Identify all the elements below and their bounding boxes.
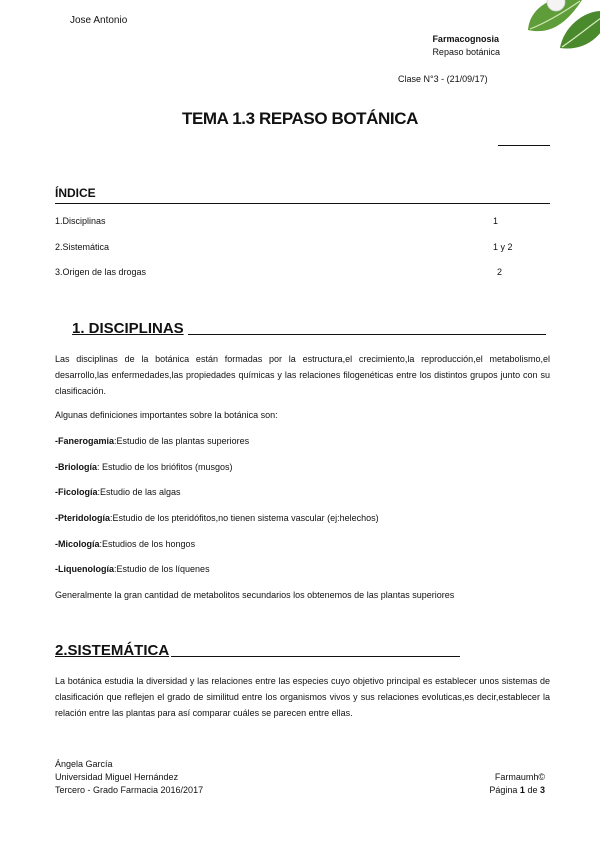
leaf-logo-icon xyxy=(520,0,600,56)
title-rule xyxy=(498,145,550,146)
index-row[interactable] xyxy=(55,216,535,228)
footer-brand: Farmaumh© xyxy=(494,772,545,782)
disciplinas-intro: Las disciplinas de la botánica están formadas por la estructura,el crecimiento,la reproducción,el metabolismo,el desarrollo,las enfermedades,las propiedades químicas y las relaciones filogenéticas entre los distintos grupos junto con su clasificación. xyxy=(55,354,550,396)
author-name: Jose Antonio xyxy=(70,15,128,26)
index-row[interactable] xyxy=(55,242,535,254)
page-total: 3 xyxy=(539,785,545,795)
definition-term: -Ficología xyxy=(55,487,98,497)
index-row-page: 1 xyxy=(493,216,499,226)
section-heading-text: 1. DISCIPLINAS xyxy=(72,320,184,337)
definition-text: :Estudio de las plantas superiores xyxy=(114,436,250,446)
page-current: 1 xyxy=(519,785,525,795)
page-of: de xyxy=(527,785,538,795)
index-row-page: 2 xyxy=(497,267,503,277)
section-heading-disciplinas xyxy=(72,320,546,337)
sistematica-text: La botánica estudia la diversidad y las relaciones entre las especies cuyo objetivo principal es establecer unos sistemas de clasificación que reflejen el grado de similitud entre los organismos vivos y sus relaciones evoluticas,es decir,establecer la relación entre las plantas para así comparar cuáles se parecen entre ellas. xyxy=(55,676,550,718)
definition-term: -Liquenología xyxy=(55,564,114,574)
index-row-label: 1.Disciplinas xyxy=(55,216,106,226)
index-row-label: 2.Sistemática xyxy=(55,242,110,252)
section-heading-sistematica xyxy=(55,642,460,659)
page-number xyxy=(489,784,545,797)
definition-term: -Micología xyxy=(55,539,100,549)
definition-text: :Estudios de los hongos xyxy=(99,539,196,549)
footer-author: Ángela García xyxy=(55,759,113,769)
definition-term: -Pteridología xyxy=(55,513,111,523)
footer-right xyxy=(489,771,545,797)
index-row[interactable] xyxy=(55,267,535,279)
definition-term: -Briología xyxy=(55,462,97,472)
footer-left xyxy=(55,758,203,797)
section-heading-text: 2.SISTEMÁTICA xyxy=(55,642,170,659)
definition-text: :Estudio de las algas xyxy=(97,487,181,497)
header-subject-block xyxy=(432,33,500,59)
heading-rule xyxy=(171,656,460,657)
index-rule xyxy=(55,203,550,204)
definition-item xyxy=(55,462,233,472)
index-row-page: 1 y 2 xyxy=(493,242,513,252)
definition-item xyxy=(55,487,181,497)
definition-item xyxy=(55,436,249,446)
definition-item xyxy=(55,539,195,549)
subject-title: Farmacognosia xyxy=(432,34,499,44)
heading-rule xyxy=(188,334,546,335)
document-title: TEMA 1.3 REPASO BOTÁNICA xyxy=(182,109,418,128)
definition-item xyxy=(55,513,379,523)
definition-text: :Estudio de los pteridófitos,no tienen sistema vascular (ej:helechos) xyxy=(110,513,379,523)
footer-course: Tercero - Grado Farmacia 2016/2017 xyxy=(55,785,204,795)
disciplinas-closing: Generalmente la gran cantidad de metabolitos secundarios los obtenemos de las plantas superiores xyxy=(55,590,455,600)
class-info: Clase N°3 - (21/09/17) xyxy=(398,74,488,84)
definitions-lead: Algunas definiciones importantes sobre la botánica son: xyxy=(55,410,278,420)
footer-university: Universidad Miguel Hernández xyxy=(55,772,179,782)
definition-term: -Fanerogamia xyxy=(55,436,115,446)
subject-topic: Repaso botánica xyxy=(432,47,500,57)
definition-text: : Estudio de los briófitos (musgos) xyxy=(97,462,233,472)
index-heading: ÍNDICE xyxy=(55,186,96,200)
index-row-label: 3.Origen de las drogas xyxy=(55,267,147,277)
page-prefix: Página xyxy=(489,785,518,795)
definition-text: :Estudio de los líquenes xyxy=(114,564,210,574)
definition-item xyxy=(55,564,210,574)
